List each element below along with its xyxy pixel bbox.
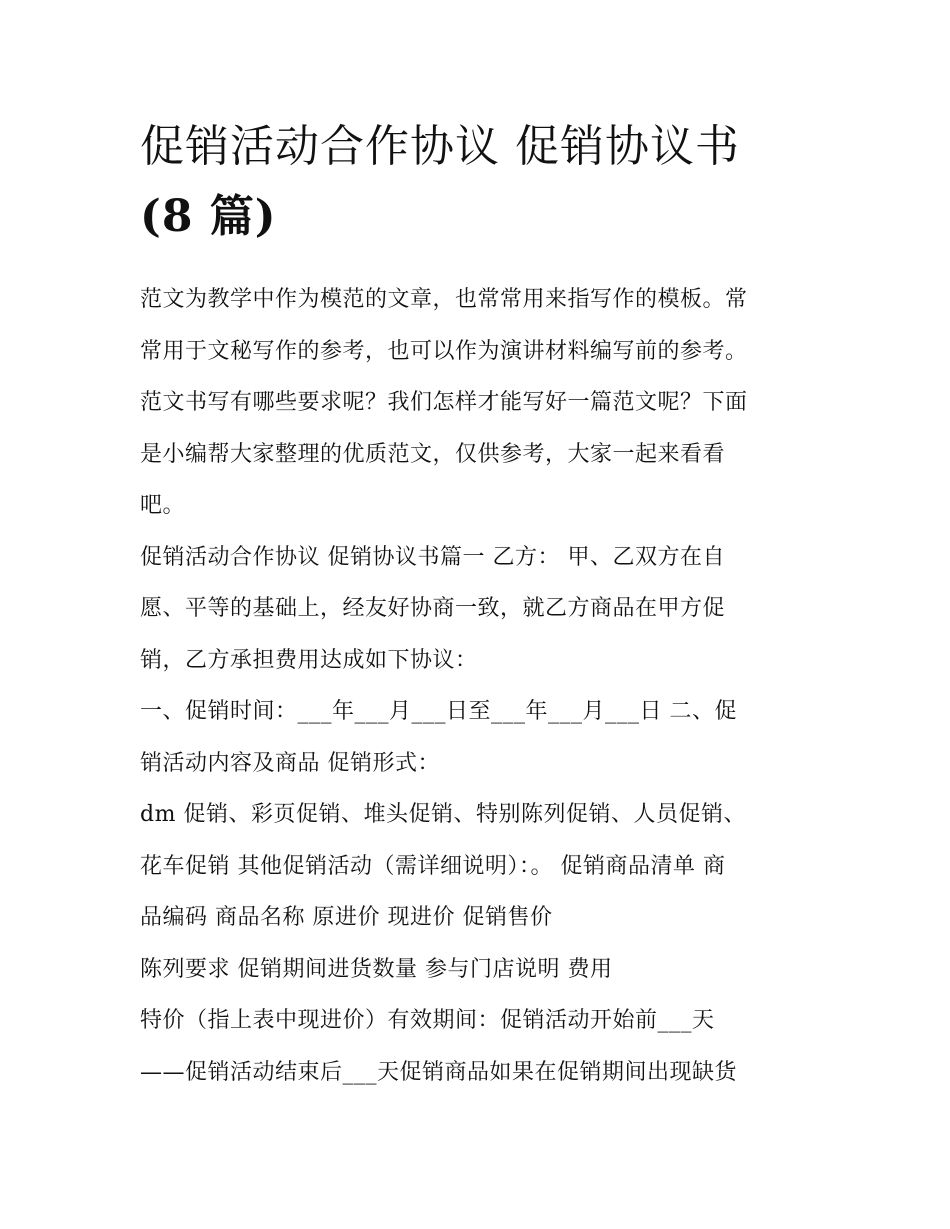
body-line: 陈列要求 促销期间进货数量 参与门店说明 费用 [140, 956, 613, 982]
document-page [140, 112, 820, 1098]
body-line: 销活动内容及商品 促销形式： [140, 750, 440, 776]
body-line: 是小编帮大家整理的优质范文，仅供参考，大家一起来看看 [140, 441, 726, 467]
body-line: 一、促销时间：___年___月___日至___年___月___日 二、促 [140, 699, 737, 724]
body-line: 常用于文秘写作的参考，也可以作为演讲材料编写前的参考。 [140, 338, 748, 364]
body-line: 花车促销 其他促销活动（需详细说明）：。 促销商品清单 商 [140, 853, 726, 879]
body-line: 促销活动合作协议 促销协议书篇一 乙方： 甲、乙双方在自 [140, 544, 725, 570]
title-line-1: 促销活动合作协议 促销协议书 [140, 121, 740, 172]
body-line: 特价（指上表中现进价）有效期间：促销活动开始前___天 [140, 1008, 715, 1033]
body-line: 愿、平等的基础上，经友好协商一致，就乙方商品在甲方促 [140, 596, 726, 621]
title-line-2: (8 篇) [140, 191, 277, 242]
document-title [140, 112, 820, 252]
body-line: 吧。 [140, 493, 186, 518]
body-line: 范文为教学中作为模范的文章，也常常用来指写作的模板。常 [140, 287, 748, 312]
document-body [140, 274, 820, 1098]
body-line: 销，乙方承担费用达成如下协议： [140, 647, 478, 673]
body-line: 范文书写有哪些要求呢？我们怎样才能写好一篇范文呢？下面 [140, 390, 748, 415]
body-line: 品编码 商品名称 原进价 现进价 促销售价 [140, 905, 553, 930]
body-line: dm 促销、彩页促销、堆头促销、特别陈列促销、人员促销、 [140, 802, 746, 827]
body-line: ——促销活动结束后___天促销商品如果在促销期间出现缺货 [140, 1059, 738, 1085]
